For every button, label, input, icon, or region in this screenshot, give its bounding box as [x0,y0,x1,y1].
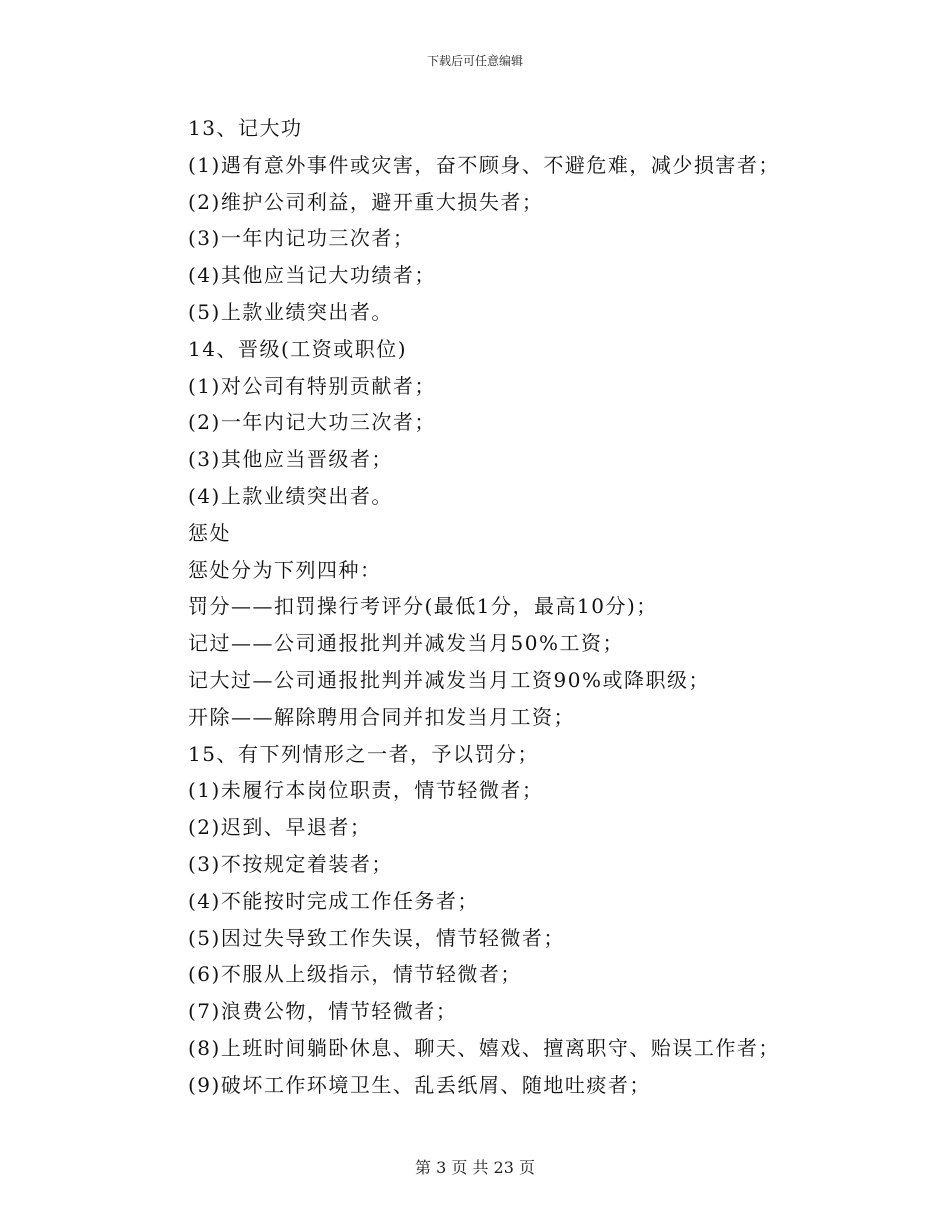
list-item: (4)其他应当记大功绩者； [188,263,436,288]
list-item: (6)不服从上级指示，情节轻微者； [188,962,522,987]
list-item: (3)一年内记功三次者； [188,226,415,251]
list-item: (2)一年内记大功三次者； [188,410,436,435]
penalty-definition: 罚分——扣罚操行考评分(最低1分，最高10分)； [188,594,658,619]
list-item: (8)上班时间躺卧休息、聊天、嬉戏、擅离职守、贻误工作者； [188,1035,780,1060]
list-item: (4)上款业绩突出者。 [188,483,393,508]
paragraph: 惩处分为下列四种： [188,557,382,582]
section-heading: 13、记大功 [188,116,303,140]
list-item: (3)不按规定着装者； [188,851,393,876]
penalty-definition: 开除——解除聘用合同并扣发当月工资； [188,704,575,729]
list-item: (1)对公司有特别贡献者； [188,373,436,398]
list-item: (2)迟到、早退者； [188,815,372,840]
list-item: (1)遇有意外事件或灾害，奋不顾身、不避危难，减少损害者； [188,152,780,177]
list-item: (1)未履行本岗位职责，情节轻微者； [188,778,544,803]
penalty-definition: 记过——公司通报批判并减发当月50%工资； [188,631,624,656]
page-number: 第 3 页 共 23 页 [415,1158,535,1177]
list-item: (3)其他应当晋级者； [188,447,393,472]
list-item: (5)因过失导致工作失误，情节轻微者； [188,925,565,950]
section-heading: 惩处 [188,520,231,545]
list-item: (2)维护公司利益，避开重大损失者； [188,189,544,214]
list-item: (4)不能按时完成工作任务者； [188,888,479,913]
list-item: (9)破坏工作环境卫生、乱丢纸屑、随地吐痰者； [188,1072,651,1097]
document-body [188,110,828,1104]
section-heading: 14、晋级(工资或职位) [188,336,408,361]
penalty-definition: 记大过—公司通报批判并减发当月工资90%或降职级； [188,667,710,692]
section-heading: 15、有下列情形之一者，予以罚分； [188,741,539,766]
list-item: (7)浪费公物，情节轻微者； [188,999,458,1024]
page-header: 下载后可任意编辑 [426,54,523,68]
list-item: (5)上款业绩突出者。 [188,299,393,324]
